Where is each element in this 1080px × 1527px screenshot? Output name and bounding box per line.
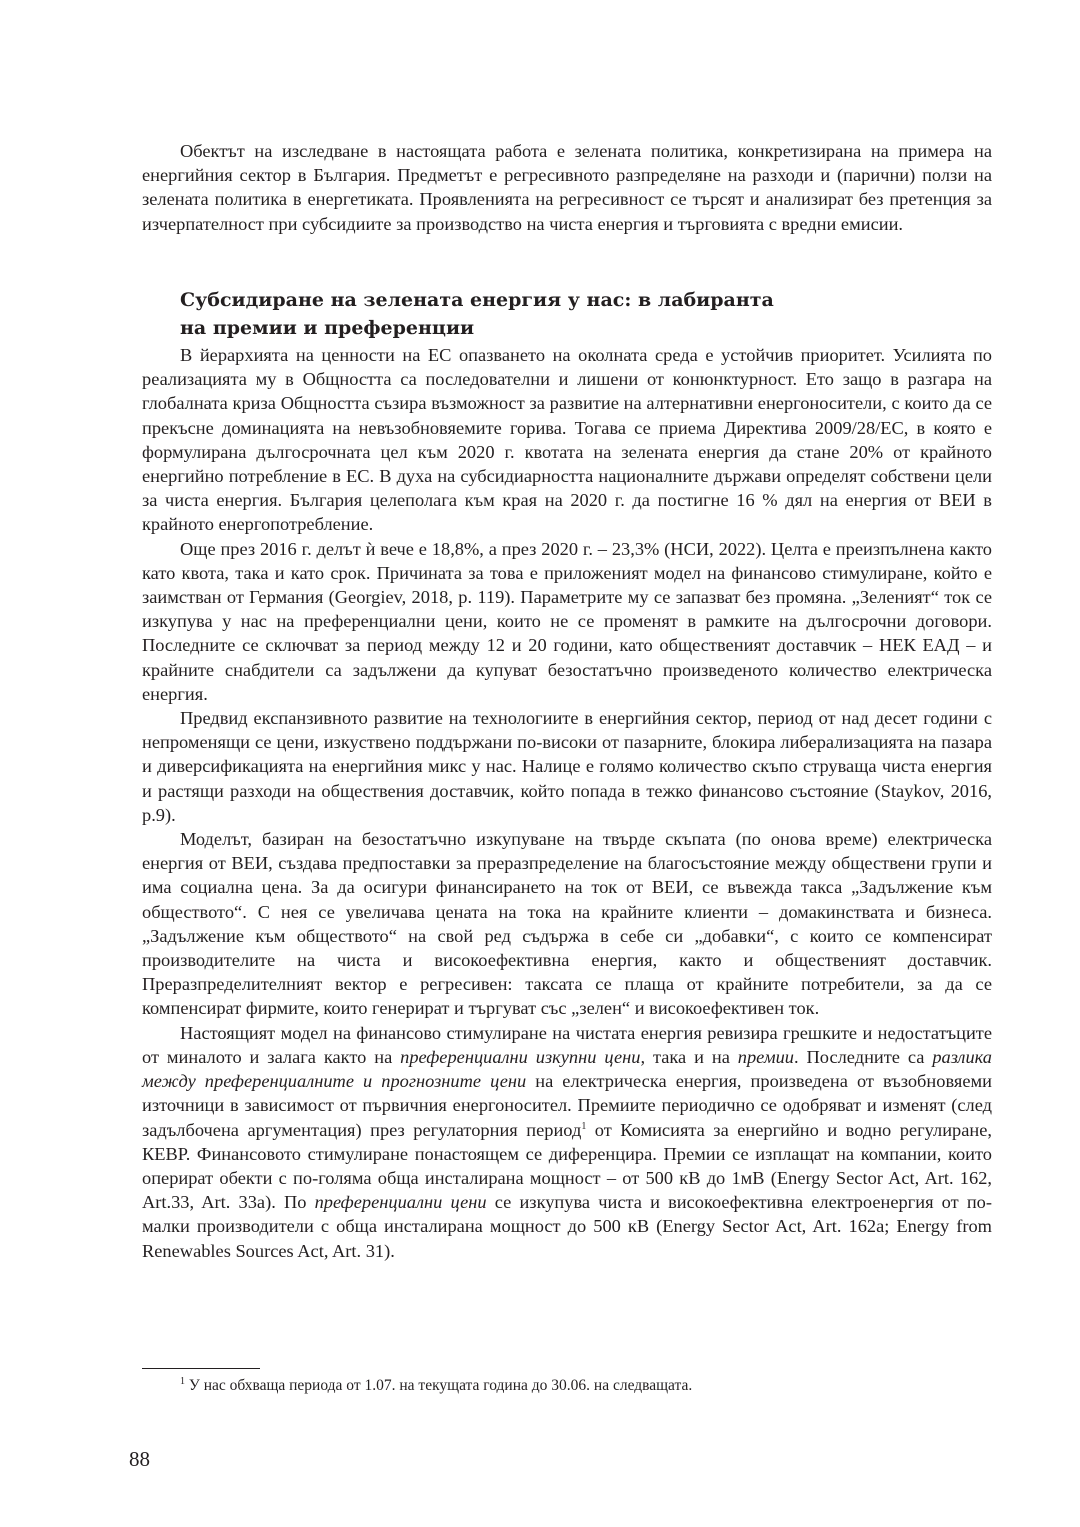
p5-text-h: от Комисията за енергийно и водно регулиране, КЕВР. Финансовото стимулиране понастоящем се диференцира. Премии се изплащат на компании, които оперират обекти с по-голяма обща инсталирана мощност – от 500 кВ до 1мВ (Energy Sector Act, Art. 162, Art.33, Art. 33а). По [142,1119,993,1213]
p5-italic-difference: разлика между преференциалните и прогнозните цени [142,1046,992,1092]
footnote-divider [142,1368,260,1369]
paragraph-1: В йерархията на ценности на ЕС опазването на околната среда е устойчив приоритет. Усилията по реализацията му в Общността са последователни и лишени от конюнктурност. Ето защо в разгара на глобалната криза Общността съзира възможност за развитие на алтернативни енергоносители, с които да се прекъсне доминацията на невъзобновяемите горива. Тогава се приема Директива 2009/28/ЕС, в която е формулирана дългосрочната цел към 2020 г. квотата на зелената енергия да стане 20% от крайното енергийно потребление в ЕС. В духа на субсидиарността националните държави определят собствени цели за чиста енергия. България целеполага към края на 2020 г. да постигне 16 % дял на енергия от ВЕИ в крайното енергопотребление. [142,345,992,535]
p5-text-g: на електрическа енергия, произведена от възобновяеми източници в зависимост от първичния енергоносител. Премиите периодично се одобряват и изменят (след задълбочена аргументация) през регулаторния период [142,1071,992,1140]
p5-italic-premiums: премии [737,1046,795,1067]
footnote [180,1376,992,1396]
footnote-text: У нас обхваща периода от 1.07. на текущата година до 30.06. на следващата. [185,1377,693,1394]
page-number: 88 [129,1447,150,1471]
paragraph-5 [142,1021,992,1263]
p5-text-a: Настоящият модел на финансово стимулиране на чистата енергия ревизира грешките и недостатъците от миналото и залага както на [142,1022,992,1067]
paragraph-2: Още през 2016 г. делът ѝ вече е 18,8%, а през 2020 г. – 23,3% (НСИ, 2022). Целта е преизпълнена както като квота, така и като срок. Причината за това е приложеният модел на финансово стимулиране, който е заимстван от Германия (Georgiev, 2018, p. 119). Параметрите му се запазват без промяна. „Зеленият“ ток се изкупува у нас на преференциални цени, които не се променят в рамките на дългосрочни договори. Последните се сключват за период между 12 и 20 години, като обществeният доставчик – НЕК ЕАД – и крайните снабдители са задължени да купуват безостатъчно произведеното количество електрическа енергия. [142,538,992,704]
p5-text-e: . Последните са [794,1046,933,1067]
footnote-reference[interactable]: 1 [581,1120,587,1132]
p5-italic-preferential-prices: преференциални изкупни цени, [400,1046,646,1067]
intro-paragraph: Обектът на изследване в настоящата работа е зелената политика, конкретизирана на примера на енергийния сектор в България. Предметът е регресивното разпределяне на разходи и (парични) ползи на зелената политика в енергетиката. Проявленията на регресивност се търсят и анализират без претенция за изчерпателност при субсидиите за производство на чиста енергия и търговията с вредни емисии. [142,141,992,234]
p5-text-j: се изкупува чиста и високоефективна електроенергия от по-малки производители с обща инсталирана мощност до 500 кВ (Energy Sector Act, Art. 162а; Energy from Renewables Sources Act, Art. 31). [142,1192,992,1261]
p5-text-c: така и на [645,1046,738,1067]
section-heading-line-1: Субсидиране на зелената енергия у нас: в лабиранта [180,289,774,311]
intro-block [142,139,992,236]
p5-italic-preferential: преференциални цени [314,1192,487,1213]
paragraph-3: Предвид експанзивното развитие на технологиите в енергийния сектор, период от над десет години с непроменящи се цени, изкуствено поддържани по-високи от пазарните, блокира либерализацията на пазара и диверсификацията на енергийния микс у нас. Налице е голямо количество скъпо струваща чиста енергия и растящи разходи на обществения доставчик, който попада в тежко финансово състояние (Staykov, 2016, p.9). [142,708,992,825]
footnote-mark: 1 [180,1375,185,1387]
section-heading-line-2: на премии и преференции [180,317,475,339]
paragraph-4: Моделът, базиран на безостатъчно изкупуване на твърде скъпата (по онова време) електрическа енергия от ВЕИ, създава предпоставки за преразпределение на благосъстояние между обществени групи и има социална цена. За да осигури финансирането на ток от ВЕИ, се въвежда такса „Задължение към обществото“. С нея се увеличава цената на тока на крайните клиенти – домакинствата и бизнеса. „Задължение към обществото“ на свой ред съдържа в себе си „добавки“, с които се компенсират производителите на чиста и високоефективна енергия, както и обществeният доставчик. Преразпределителният вектор е регресивен: таксата се плаща от крайните потребители, за да се компенсират фирмите, които генерират и търгуват със „зелен“ и високоефективен ток. [142,829,992,1019]
section-body [142,343,992,1263]
section-heading [180,286,960,342]
